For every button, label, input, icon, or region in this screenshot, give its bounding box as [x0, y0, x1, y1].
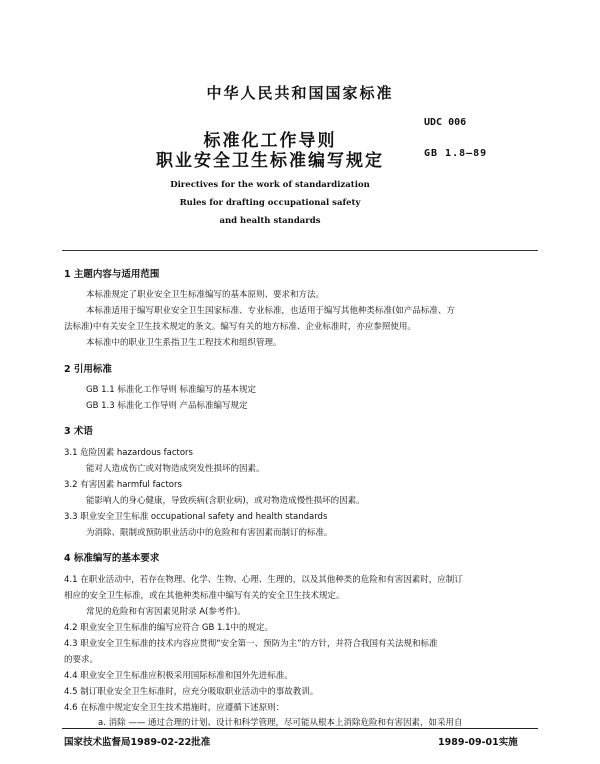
term-3-3-definition: 为消除、限制或预防职业活动中的危险和有害因素而制订的标准。 — [86, 528, 333, 538]
gb-number: GB 1.8—89 — [424, 148, 488, 159]
effective-date: 1989-09-01实施 — [438, 737, 518, 748]
udc-code: UDC 006 — [424, 117, 467, 128]
reference-gb-1-3: GB 1.3 标准化工作导则 产品标准编写规定 — [86, 401, 248, 411]
clause-4-6-item-a: a. 消除 —— 通过合理的计划、设计和科学管理，尽可能从根本上消除危险和有害因素，如采用自 — [98, 718, 463, 728]
clause-4-1-line-2: 相应的安全卫生标准，或在其他种类标准中编写有关的安全卫生技术规定。 — [64, 591, 345, 601]
section-3-heading: 3 术语 — [64, 426, 93, 437]
clause-4-1-line-3: 常见的危险和有害因素见附录 A(参考件)。 — [86, 607, 246, 617]
clause-4-5: 4.5 制订职业安全卫生标准时，应充分吸取职业活动中的事故教训。 — [64, 687, 319, 697]
term-3-1-heading: 3.1 危险因素 hazardous factors — [64, 448, 193, 458]
section-4-heading: 4 标准编写的基本要求 — [64, 553, 160, 564]
term-3-3-heading: 3.3 职业安全卫生标准 occupational safety and health standards — [64, 512, 328, 522]
clause-4-6: 4.6 在标准中规定安全卫生技术措施时，应遵循下述原则： — [64, 703, 285, 713]
english-title-line-1: Directives for the work of standardization — [170, 180, 370, 190]
title-line-1: 标准化工作导则 — [203, 131, 337, 151]
clause-4-1-line-1: 4.1 在职业活动中，若存在物理、化学、生物、心理、生理的，以及其他种类的危险和有害因素时，应制订 — [64, 575, 463, 585]
section-1-para-2b: 法标准)中有关安全卫生技术规定的条文。编写有关的地方标准、企业标准时，亦应参照使用。 — [64, 322, 416, 332]
section-1-para-1: 本标准规定了职业安全卫生标准编写的基本原则、要求和方法。 — [86, 290, 325, 300]
section-1-para-3: 本标准中的职业卫生系指卫生工程技术和组织管理。 — [86, 338, 282, 348]
header-divider — [62, 250, 538, 251]
section-1-para-2a: 本标准适用于编写职业安全卫生国家标准、专业标准，也适用于编写其他种类标准(如产品标准、方 — [86, 306, 455, 316]
clause-4-3-line-2: 的要求。 — [64, 655, 99, 665]
term-3-2-definition: 能影响人的身心健康，导致疾病(含职业病)，或对物造成慢性损坏的因素。 — [86, 496, 365, 506]
english-title-line-3: and health standards — [219, 216, 321, 226]
clause-4-2: 4.2 职业安全卫生标准的编写应符合 GB 1.1中的规定。 — [64, 623, 274, 633]
section-1-heading: 1 主题内容与适用范围 — [64, 269, 160, 280]
national-standard-label: 中华人民共和国国家标准 — [206, 84, 394, 102]
reference-gb-1-1: GB 1.1 标准化工作导则 标准编写的基本规定 — [86, 385, 257, 395]
approval-issuer: 国家技术监督局1989-02-22批准 — [64, 737, 211, 748]
term-3-2-heading: 3.2 有害因素 harmful factors — [64, 480, 182, 490]
section-2-heading: 2 引用标准 — [64, 364, 112, 375]
clause-4-4: 4.4 职业安全卫生标准应积极采用国际标准和国外先进标准。 — [64, 671, 293, 681]
footer-divider — [62, 728, 538, 729]
english-title-line-2: Rules for drafting occupational safety — [179, 198, 361, 208]
term-3-1-definition: 能对人造成伤亡或对物造成突发性损坏的因素。 — [86, 464, 265, 474]
title-line-2: 职业安全卫生标准编写规定 — [156, 151, 384, 171]
clause-4-3-line-1: 4.3 职业安全卫生标准的技术内容应贯彻“安全第一、预防为主”的方针，并符合我国有关法规和标准 — [64, 639, 438, 649]
